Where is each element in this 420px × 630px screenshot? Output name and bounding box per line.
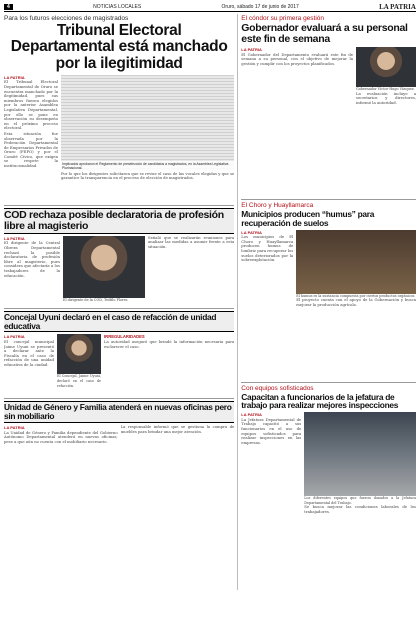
right3-label: LA PATRIA [241, 412, 262, 418]
right3-photo [304, 412, 416, 496]
right2-kicker: El Choro y Huayllamarca [241, 202, 314, 210]
story1-photo [61, 75, 234, 171]
story4-paragraph: La Unidad de Género y Familia dependiente del Gobierno Autónomo Departamental atenderá en nuevas oficinas, pese a que aún no cuenta con el mobiliario necesario. [4, 429, 118, 444]
story2-paragraph: Señaló que se realizarán reuniones para analizar las medidas a asumir frente a esta situación. [148, 235, 235, 250]
story2-paragraph: El dirigente de la Central Obrera Departamental rechazó la posible declaratoria de profesión libre al magisterio, pues considera que afectaría a los trabajadores de la educación. [4, 240, 60, 278]
left-column [4, 14, 234, 590]
story2-photo-caption: El dirigente de la COD, Teófilo Flores. [63, 297, 129, 302]
newspaper-brand: LA PATRIA [379, 2, 416, 11]
page-header [4, 2, 416, 12]
right1-kicker: El cóndor su primera gestión [241, 15, 325, 22]
story2-headline: COD rechaza posible declaratoria de profesión libre al magisterio [4, 208, 224, 232]
right1-paragraph: La evaluación incluye a secretarios y directores, informó la autoridad. [356, 91, 416, 105]
story3-photo [57, 334, 101, 374]
right3-photo-caption: Los diferentes equipos que fueron donados a la Jefatura Departamental del Trabajo. [304, 496, 416, 505]
right2-paragraph: Los municipios de El Choro y Huayllamarca producen humus de lombriz para recuperar los suelos deteriorados por la sobreexplotación. [241, 234, 294, 263]
page-number: 4 [4, 4, 13, 10]
story3-body [4, 334, 234, 396]
story1-kicker: Para los futuros elecciones de magistrados [4, 15, 129, 22]
right2-body [241, 230, 416, 380]
right3-paragraph: La Jefatura Departamental de Trabajo capacitó a sus funcionarios en el uso de equipos sofisticados para realizar inspecciones en las empresas. [241, 416, 302, 445]
section-name: NOTICIAS LOCALES [93, 3, 142, 10]
right3-headline: Capacitan a funcionarios de la jefatura de trabajo para realizar mejores inspecciones [241, 391, 399, 411]
right3-kicker: Con equipos sofisticados [241, 384, 314, 392]
story3-paragraph: La autoridad aseguró que brindó la información necesaria para esclarecer el caso. [104, 339, 235, 349]
right1-photo-caption: Gobernador Víctor Hugo Vásquez. [356, 87, 415, 92]
story3-subhead: IRREGULARIDADES [104, 334, 145, 340]
story3-label: LA PATRIA [4, 334, 25, 340]
right1-paragraph: El Gobernador del Departamento evaluará este fin de semana a su personal, con el objetivo de mejorar la gestión y cumplir con los proyectos planificados. [241, 51, 353, 66]
story2-photo [63, 236, 145, 298]
right2-photo-caption: El humus es la sustancia compuesta por ciertos productos orgánicos. [296, 293, 416, 298]
right1-label: LA PATRIA [241, 47, 262, 53]
story4-label: LA PATRIA [4, 425, 25, 431]
right2-paragraph: El proyecto cuenta con el apoyo de la Gobernación y busca mejorar la producción agrícola. [296, 298, 416, 307]
story3-paragraph: El concejal municipal Jaime Uyuni se presentó a declarar ante la Fiscalía en el caso de refacción de una unidad educativa de la ciudad. [4, 339, 54, 368]
right2-headline: Municipios producen “humus” para recuperación de suelos [241, 209, 375, 228]
right2-photo [296, 230, 416, 294]
issue-date: Oruro, sábado 17 de junio de 2017 [221, 3, 299, 10]
story1-label: LA PATRIA [4, 74, 25, 80]
story1-headline: Tribunal Electoral Departamental está manchado por la ilegitimidad [10, 22, 228, 72]
story4-headline: Unidad de Género y Familia atenderá en nuevas oficinas pero sin mobiliario [4, 402, 232, 422]
right3-body [241, 412, 416, 590]
right2-label: LA PATRIA [241, 229, 262, 235]
story1-paragraph: El Tribunal Electoral Departamental de Oruro se encuentra manchado por la ilegitimidad, pues sus miembros fueron elegidos por la anterior Asamblea Legislativa Departamental, por ello se pone en observación su desempeño en el próximo proceso electoral. [4, 79, 58, 131]
story3-photo-caption: El Concejal, Jaime Uyuni, declaró en el caso de refacción. [57, 374, 101, 388]
right3-paragraph: Se busca mejorar las condiciones laborales de los trabajadores. [304, 505, 416, 515]
right1-headline: Gobernador evaluará a su personal este fin de semana [241, 22, 408, 46]
story2-label: LA PATRIA [4, 235, 25, 241]
story4-paragraph: La responsable informó que se gestiona la compra de muebles para brindar una mejor atención. [120, 425, 235, 434]
story1-paragraph: Por lo que los dirigentes solicitaron que se revise el caso de las vocales elegidas y que se garantice la transparencia en el proceso de elección de magistrados. [61, 171, 235, 181]
right1-body [241, 47, 416, 197]
story3-headline: Concejal Uyuni declaró en el caso de refacción de unidad educativa [4, 311, 217, 331]
story1-body [4, 75, 234, 203]
story4-body [4, 425, 234, 525]
right1-photo [356, 47, 416, 87]
story2-body [4, 236, 234, 306]
right-column [237, 14, 416, 590]
story1-photo-caption: Implicados aprobaron el Reglamento de preselección de candidatos a magistrados, en la Asamblea Legislativa Plurinacional. [61, 161, 234, 171]
story1-paragraph: Esta situación fue observada por la Federación Departamental de Empresarios Privados de Oruro (FEPO) y por el Comité Cívico, que exigen se respete la institucionalidad. [4, 130, 58, 169]
